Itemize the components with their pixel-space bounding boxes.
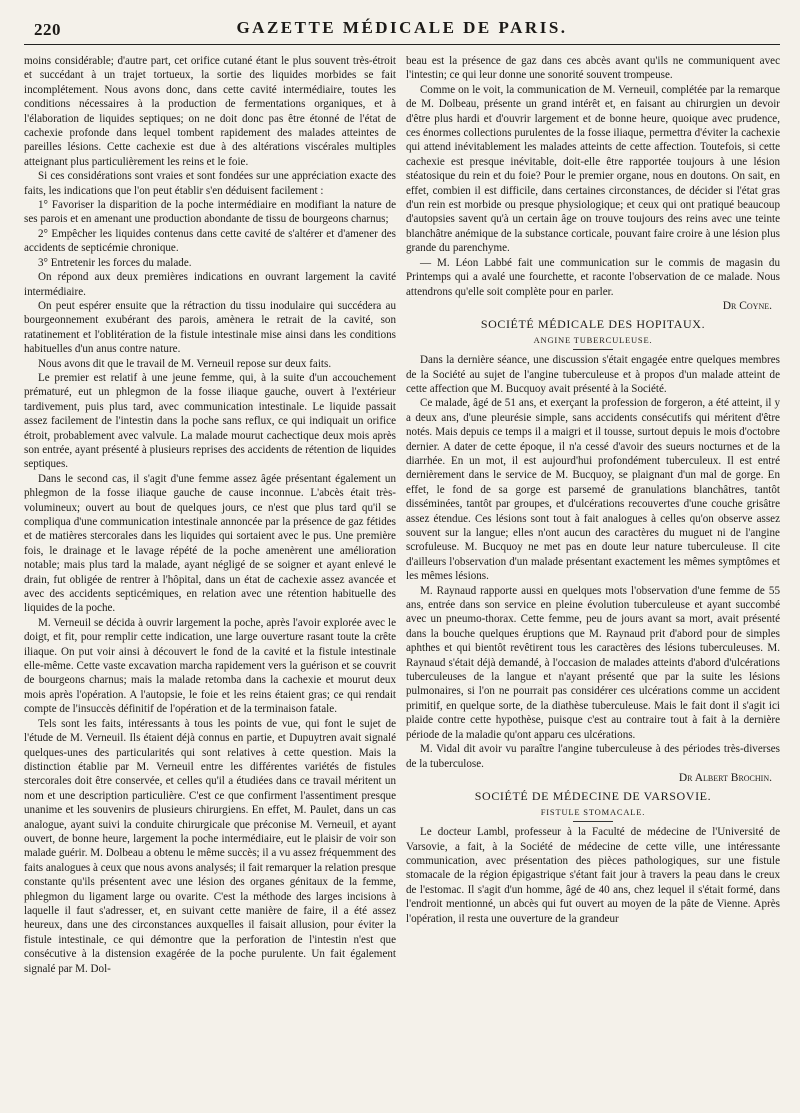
- author-signature: Dr Albert Brochin.: [678, 771, 772, 784]
- page-header: [24, 18, 780, 45]
- section-heading: SOCIÉTÉ MÉDICALE DES HOPITAUX.: [480, 317, 706, 332]
- paragraph: M. Verneuil se décida à ouvrir largement la poche, après l'avoir explorée avec le doigt, et fit, pour remplir cette indication, une large ouverture rasant toute la crête iliaque. On put voir ainsi à découvert le fond de la cavité et la fistule intestinale elle-même. Cette vaste excavation marcha rapidement vers la guérison et se couvrit de bourgeons charnus; mais la malade retomba dans la cachexie et mourut deux mois après l'opération. A l'autopsie, le foie et les reins étaient gras; ce qui rendait compte de l'insuccès définitif de l'opération et de la terminaison fatale.: [24, 616, 396, 716]
- subsection-heading: ANGINE TUBERCULEUSE.: [533, 334, 653, 345]
- heading-rule: [573, 821, 613, 822]
- subsection-heading: FISTULE STOMACALE.: [540, 806, 646, 817]
- paragraph: On répond aux deux premières indications en ouvrant largement la cavité intermédiaire.: [24, 271, 396, 298]
- paragraph: 1° Favoriser la disparition de la poche intermédiaire en modifiant la nature de ses parois et en amenant une production abondante de tissu de bourgeons charnus;: [24, 199, 396, 226]
- right-text-column: [406, 54, 780, 1106]
- paragraph: Le docteur Lambl, professeur à la Faculté de médecine de l'Université de Varsovie, a fait, à la Société de médecine de cette ville, une intéressante communication, avec présentation des pièces pathologiques, sur une fistule stomacale de la région épigastrique s'étant fait jour à travers la peau dans le creux de l'estomac. Il s'agit d'un homme, âgé de 40 ans, chez lequel il s'était formé, dans l'endroit mentionné, un abcès qui fut ouvert au moyen de la pâte de Vienne. Après l'opération, il resta une ouverture de la grandeur: [406, 826, 780, 925]
- paragraph: 3° Entretenir les forces du malade.: [38, 256, 192, 269]
- paragraph: — M. Léon Labbé fait une communication sur le commis de magasin du Printemps qui a avalé une fourchette, et raconte l'observation de ce malade. Nous attendrons qu'elle soit complète pour en parler.: [406, 256, 780, 298]
- paragraph: Ce malade, âgé de 51 ans, et exerçant la profession de forgeron, a été atteint, il y a deux ans, d'une pleurésie simple, sans accidents consécutifs qui méritent d'être notés. Mais depuis ce temps il a maigri et il tousse, surtout depuis le mois d'octobre dernier. A dater de cette époque, il n'a cessé d'avoir des sueurs nocturnes et de la diarrhée. En un mot, il est aujourd'hui profondément tuberculeux. Il est entré dernièrement dans le service de M. Bucquoy, se plaignant d'un mal de gorge. En effet, le fond de sa gorge est parsemé de granulations blanchâtres, tantôt disséminées, tantôt par groupes, et d'ulcérations recouvertes d'une couche grisâtre assez étendue. Ces lésions sont tout à fait analogues à celles qu'on observe assez souvent sur la langue; elles n'ont aucun des caractères du muguet ni de l'angine scrofuleuse. M. Bucquoy ne met pas en doute leur nature tuberculeuse. Il cite d'ailleurs l'observation d'un malade présentant exactement les mêmes symptômes et les mêmes lésions.: [406, 397, 780, 583]
- running-title: GAZETTE MÉDICALE DE PARIS.: [236, 18, 568, 37]
- heading-rule: [573, 349, 613, 350]
- paragraph: moins considérable; d'autre part, cet orifice cutané étant le plus souvent très-étroit et succédant à un trajet tortueux, la sortie des liquides morbides se fait incomplétement. Nous avons donc, dans cette cavité intermédiaire, toutes les conditions nécessaires à la production de fermentations organiques, et à l'élaboration de liquides septiques; on ne doit donc pas être étonné de l'état de cachexie profonde dans lequel tombent rapidement des malades atteintes de pareilles lésions. Cette cachexie est due à des altérations viscérales multiples atteignant plus particulièrement les reins et le foie.: [24, 55, 396, 168]
- section-heading: SOCIÉTÉ DE MÉDECINE DE VARSOVIE.: [474, 789, 712, 804]
- paragraph: Tels sont les faits, intéressants à tous les points de vue, qui font le sujet de l'étude de M. Verneuil. Ils étaient déjà connus en partie, et Dupuytren avait signalé quelques-unes des particularités qui sont relatives à cette question. Mais la distinction établie par M. Verneuil entre les différentes variétés de fistules stercorales doit être conservée, et celles qu'il a étudiées dans ce travail méritent un nom et une description particulière. C'est ce que confirment l'assentiment presque unanime et les souvenirs de plusieurs chirurgiens. En effet, M. Paulet, dans un cas analogue, ayant suivi la conduite chirurgicale que préconise M. Verneuil, et ayant ouvert, de bonne heure, largement la poche intermédiaire, eut le plaisir de voir son malade guérir. M. Dolbeau a obtenu le même succès; il a vu assez fréquemment des faits analogues à ceux que nous avons analysés; il fait remarquer la relation presque constante qu'ils présentent avec une lésion des organes génitaux de la femme, phlegmon du ligament large ou ovarite. C'est la méthode des larges incisions à laquelle il faut s'adresser, et, en suivant cette manière de faire, il a été assez heureux, dans une des circonstances auxquelles il faisait allusion, pour éviter la fistule intestinale, ce qui démontre que la perforation de l'intestin n'est que consécutive à la distension exagérée de la poche purulente. Un fait également signalé par M. Dol-: [24, 717, 396, 975]
- paragraph: beau est la présence de gaz dans ces abcès avant qu'ils ne communiquent avec l'intestin; ce qui leur donne une sonorité souvent trompeuse.: [406, 55, 780, 82]
- paragraph: Dans la dernière séance, une discussion s'était engagée entre quelques membres de la Société au sujet de l'angine tuberculeuse et à propos d'un malade atteint de cette affection que M. Bucquoy avait présenté à la Société.: [406, 354, 780, 395]
- paragraph: 2° Empêcher les liquides contenus dans cette cavité de s'altérer et d'amener des accidents de septicémie chronique.: [24, 227, 396, 255]
- paragraph: M. Vidal dit avoir vu paraître l'angine tuberculeuse à des périodes très-diverses de la tuberculose.: [406, 743, 780, 770]
- paragraph: Comme on le voit, la communication de M. Verneuil, complétée par la remarque de M. Dolbeau, présente un grand intérêt et, en faisant au chirurgien un devoir d'être plus hardi et d'ouvrir largement et de bonne heure, quoique avec prudence, ces énormes collections purulentes de la fosse iliaque, permettra d'éviter la cachexie qui attend inévitablement les malades atteints de cette affection. Toutefois, si cette cachexie est presque inévitable, doit-elle être rapportée toujours à une lésion stéatosique du rein et du foie? Pour le premier organe, nous en doutons. On sait, en effet, combien il est difficile, dans certaines circonstances, de décider si l'état gras d'un rein est morbide ou presque physiologique; et ceux qui ont pratiqué beaucoup d'autopsies savent qu'à un certain âge on trouve toujours des reins avec une teinte blanchâtre anémique de la substance corticale, pouvant faire croire à une lésion plus grande du parenchyme.: [406, 83, 780, 255]
- author-signature: Dr Coyne.: [722, 299, 772, 312]
- paragraph: On peut espérer ensuite que la rétraction du tissu inodulaire qui succédera au bourgeonnement exubérant des parois, amènera le retrait de la cavité, son ratatinement et l'oblitération de la fistule intestinale mise ainsi dans les conditions habituelles d'un anus contre nature.: [24, 299, 396, 356]
- left-text-column: [24, 54, 396, 1106]
- paragraph: Nous avons dit que le travail de M. Verneuil repose sur deux faits.: [38, 357, 332, 370]
- page-number: 220: [34, 20, 61, 39]
- paragraph: Le premier est relatif à une jeune femme, qui, à la suite d'un accouchement prématuré, eut un phlegmon de la fosse iliaque gauche, ouvert à l'extérieur tardivement, puis plus tard, avec communication intestinale. Le liquide passait assez facilement de l'intestin dans la poche sans reflux, ce qui indiquait un orifice étroit, probablement avec valvule. La malade mourut cachectique deux mois après son entrée, ayant présenté à plusieurs reprises des accidents de rétention de liquides septiques.: [24, 371, 396, 471]
- paragraph: Dans le second cas, il s'agit d'une femme assez âgée présentant également un phlegmon de la fosse iliaque gauche de cause inconnue. L'abcès était très-volumineux; ouvert au bout de quelques jours, ce n'est que plus tard qu'il se compliqua d'une communication intestinale annoncée par la présence de gaz fétides et de matières stercorales dans les liquides qui sortaient avec le pus. Une première fois, le drainage et le lavage répété de la poche amenèrent une amélioration notable; mais plus tard la malade, ayant négligé de se soigner et ayant enlevé le drain, fut obligée de rentrer à l'hôpital, dans un état de cachexie assez avancée et avec des accidents septicémiques, en relation avec une rétention habituelle des liquides de la poche.: [24, 472, 396, 615]
- paragraph: M. Raynaud rapporte aussi en quelques mots l'observation d'une femme de 55 ans, entrée dans son service en pleine évolution tuberculeuse et ayant succombé avec un pneumo-thorax. Cette femme, peu de jours avant sa mort, avait présenté dans la bouche quelques éruptions que M. Raynaud prit d'abord pour de simples aphthes et qui bientôt revêtirent tous les caractères des lésions tuberculeuses. M. Raynaud s'était déjà demandé, à l'occasion de malades atteints d'abord d'ulcérations tuberculeuses de la langue et n'ayant présenté que par la suite les lésions pulmonaires, si l'on ne pourrait pas considérer ces ulcérations comme un accident primitif, en quelque sorte, de la diathèse tuberculeuse. Mais le fait dont il s'agit ici plaide contre cette hypothèse, puisque c'est au contraire tout à fait à la dernière période de la maladie qu'ont apparu ces ulcérations.: [406, 584, 780, 741]
- paragraph: Si ces considérations sont vraies et sont fondées sur une appréciation exacte des faits, les indications que l'on peut établir s'en déduisent facilement :: [24, 170, 396, 197]
